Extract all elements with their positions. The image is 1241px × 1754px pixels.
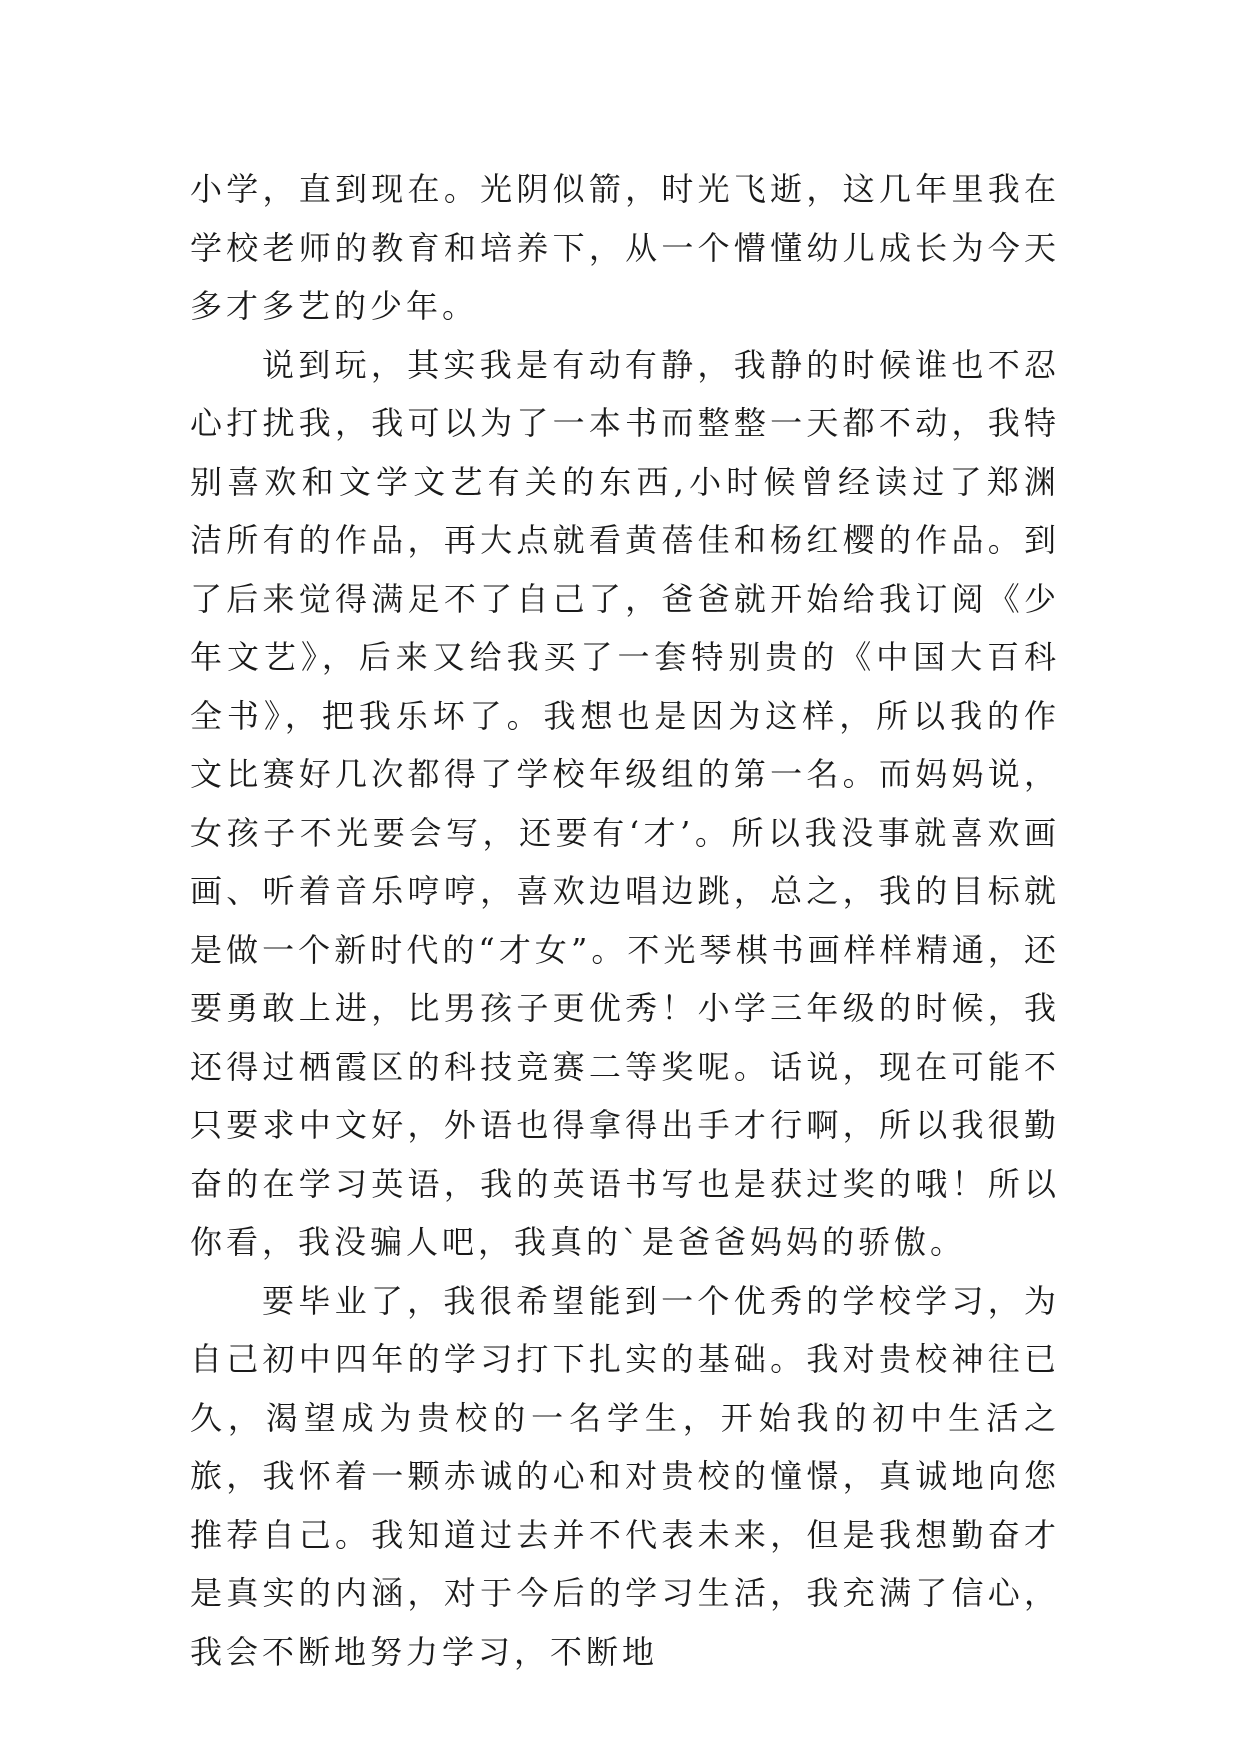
paragraph-2: 说到玩，其实我是有动有静，我静的时候谁也不忍心打扰我，我可以为了一本书而整整一天都不动，我特别喜欢和文学文艺有关的东西,小时候曾经读过了郑渊洁所有的作品，再大点就看黄蓓佳和杨红樱的作品。到了后来觉得满足不了自己了，爸爸就开始给我订阅《少年文艺》，后来又给我买了一套特别贵的《中国大百科全书》，把我乐坏了。我想也是因为这样，所以我的作文比赛好几次都得了学校年级组的第一名。而妈妈说，女孩子不光要会写，还要有‘才’。所以我没事就喜欢画画、听着音乐哼哼，喜欢边唱边跳，总之，我的目标就是做一个新时代的“才女”。不光琴棋书画样样精通，还要勇敢上进，比男孩子更优秀！小学三年级的时候，我还得过栖霞区的科技竞赛二等奖呢。话说，现在可能不只要求中文好，外语也得拿得出手才行啊，所以我很勤奋的在学习英语，我的英语书写也是获过奖的哦！所以你看，我没骗人吧，我真的`是爸爸妈妈的骄傲。: [190, 345, 1060, 1261]
document-body: [190, 160, 1060, 1681]
paragraph-3: 要毕业了，我很希望能到一个优秀的学校学习，为自己初中四年的学习打下扎实的基础。我对贵校神往已久，渴望成为贵校的一名学生，开始我的初中生活之旅，我怀着一颗赤诚的心和对贵校的憧憬，真诚地向您推荐自己。我知道过去并不代表未来，但是我想勤奋才是真实的内涵，对于今后的学习生活，我充满了信心，我会不断地努力学习，不断地: [190, 1281, 1060, 1671]
paragraph-1: 小学，直到现在。光阴似箭，时光飞逝，这几年里我在学校老师的教育和培养下，从一个懵懂幼儿成长为今天多才多艺的少年。: [190, 170, 1060, 325]
